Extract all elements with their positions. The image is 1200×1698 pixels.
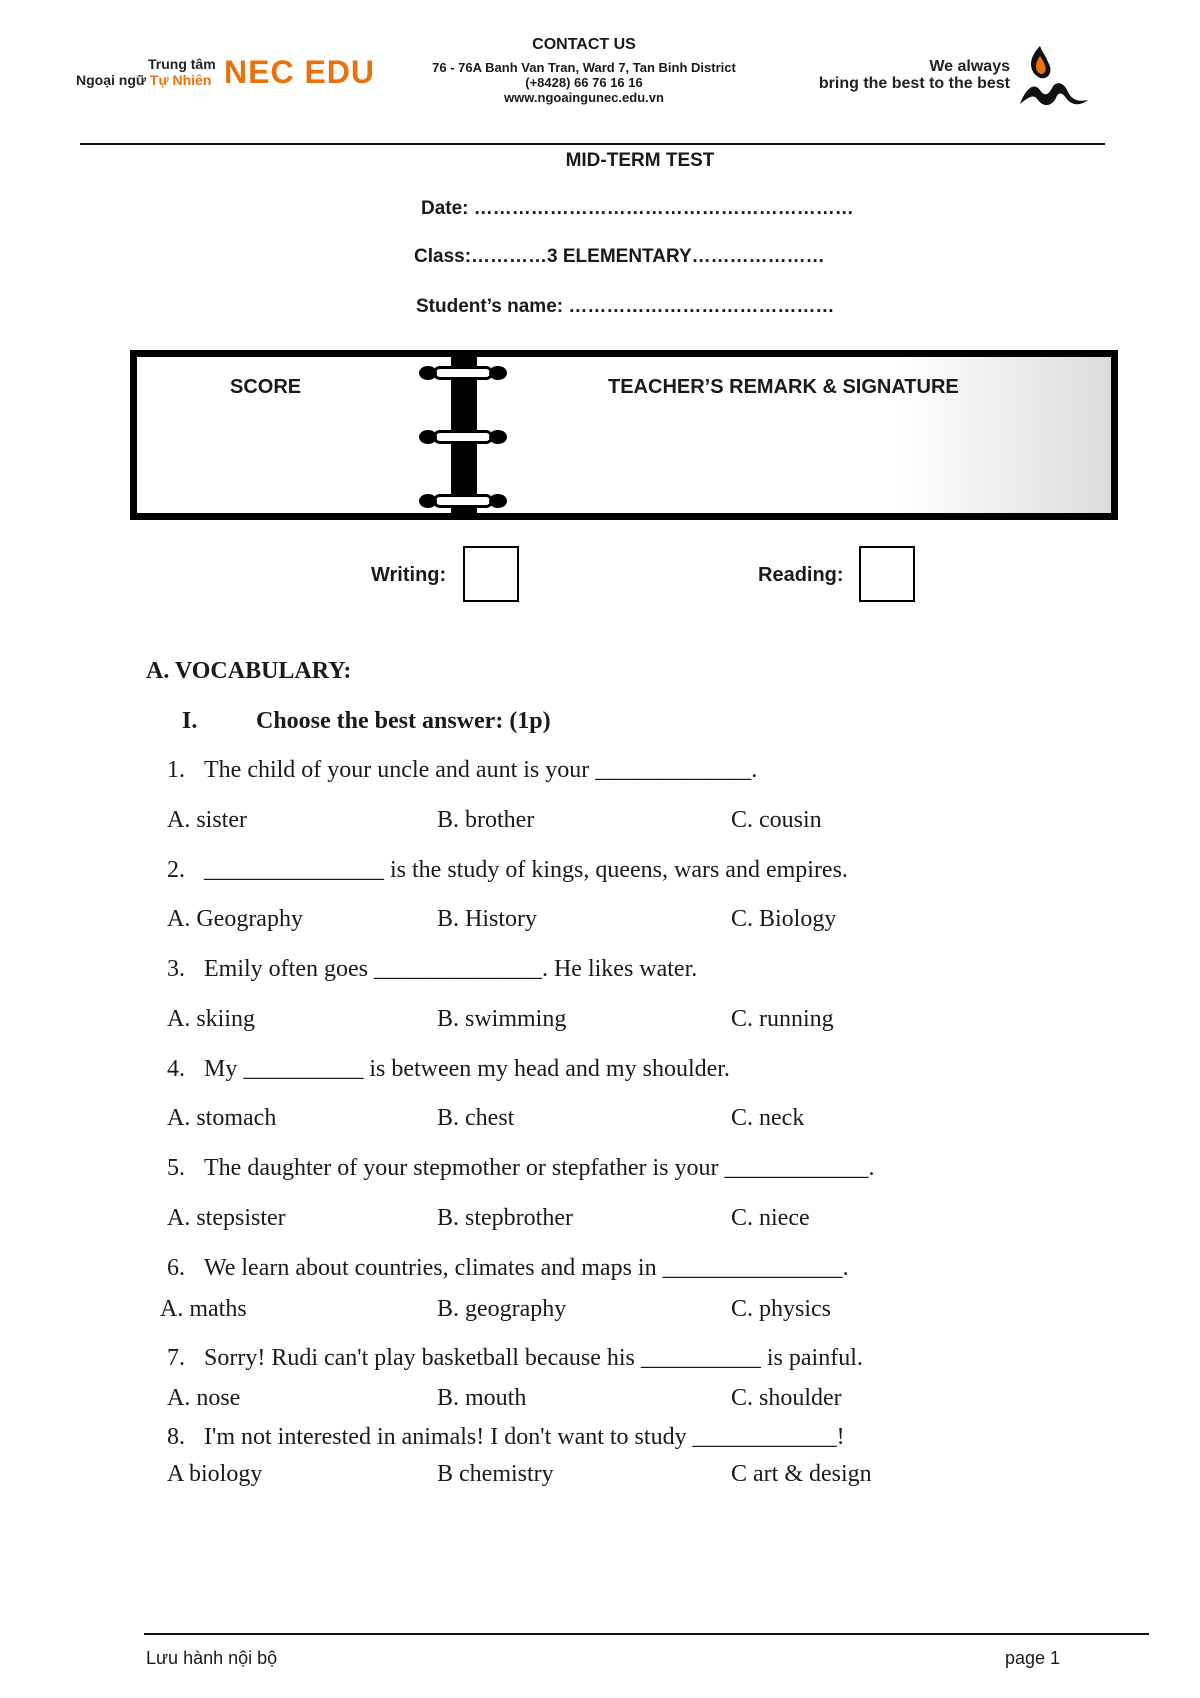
flame-logo-icon bbox=[1018, 42, 1090, 112]
brand-line1: Trung tâm bbox=[148, 56, 216, 72]
brand-line2 bbox=[76, 72, 211, 88]
binder-knob-right-3 bbox=[489, 494, 507, 508]
date-line: Date: …………………………………………………… bbox=[421, 198, 854, 219]
option-c[interactable]: C. physics bbox=[731, 1296, 832, 1322]
brand-name: NEC EDU bbox=[224, 54, 376, 90]
contact-title: CONTACT US bbox=[532, 36, 636, 53]
question-text: We learn about countries, climates and maps in _______________. bbox=[204, 1255, 849, 1281]
contact-address: 76 - 76A Banh Van Tran, Ward 7, Tan Binh District bbox=[432, 60, 736, 75]
option-b[interactable]: B. geography bbox=[437, 1296, 567, 1322]
contact-website: www.ngoaingunec.edu.vn bbox=[504, 90, 664, 105]
question-number: 2. bbox=[167, 857, 185, 883]
option-b[interactable]: B. stepbrother bbox=[437, 1205, 573, 1231]
part-number: I. bbox=[182, 708, 198, 734]
option-c[interactable]: C. niece bbox=[731, 1205, 810, 1231]
option-a[interactable]: A biology bbox=[167, 1461, 263, 1487]
contact-phone: (+8428) 66 76 16 16 bbox=[525, 75, 643, 90]
option-b[interactable]: B chemistry bbox=[437, 1461, 554, 1487]
question-text: The daughter of your stepmother or stepfather is your ____________. bbox=[204, 1155, 875, 1181]
question-number: 6. bbox=[167, 1255, 185, 1281]
brand-line2-prefix: Ngoại ngữ bbox=[76, 72, 147, 88]
score-label: SCORE bbox=[230, 376, 302, 398]
test-title: MID-TERM TEST bbox=[565, 150, 715, 171]
class-line: Class:…………3 ELEMENTARY………………… bbox=[414, 246, 825, 267]
option-c[interactable]: C. Biology bbox=[731, 906, 837, 932]
reading-score-box[interactable] bbox=[859, 546, 915, 602]
footer-left: Lưu hành nội bộ bbox=[146, 1648, 278, 1668]
question-number: 4. bbox=[167, 1056, 185, 1082]
binder-knob-left-2 bbox=[419, 430, 437, 444]
question-text: _______________ is the study of kings, queens, wars and empires. bbox=[204, 857, 848, 883]
part-title: Choose the best answer: (1p) bbox=[256, 708, 551, 734]
brand-logo bbox=[76, 52, 376, 102]
slogan-line1: We always bbox=[929, 58, 1010, 75]
writing-score-box[interactable] bbox=[463, 546, 519, 602]
question-text: Emily often goes ______________. He likes water. bbox=[204, 956, 698, 982]
question-number: 8. bbox=[167, 1424, 185, 1450]
question-number: 1. bbox=[167, 757, 185, 783]
option-b[interactable]: B. brother bbox=[437, 807, 535, 833]
slogan bbox=[780, 58, 1010, 92]
binder-knob-right-1 bbox=[489, 366, 507, 380]
section-title: A. VOCABULARY: bbox=[146, 658, 352, 684]
option-b[interactable]: B. mouth bbox=[437, 1385, 527, 1411]
option-b[interactable]: B. History bbox=[437, 906, 538, 932]
brand-line2-highlight: Tự Nhiên bbox=[149, 72, 212, 88]
question-text: Sorry! Rudi can't play basketball because his __________ is painful. bbox=[204, 1345, 863, 1371]
binder-ring-1 bbox=[433, 366, 493, 380]
option-a[interactable]: A. skiing bbox=[167, 1006, 256, 1032]
question-text: I'm not interested in animals! I don't want to study ____________! bbox=[204, 1424, 845, 1450]
option-c[interactable]: C. cousin bbox=[731, 807, 822, 833]
question-number: 3. bbox=[167, 956, 185, 982]
option-a[interactable]: A. stepsister bbox=[167, 1205, 286, 1231]
option-a[interactable]: A. stomach bbox=[167, 1105, 277, 1131]
reading-label: Reading: bbox=[758, 564, 844, 586]
question-text: My __________ is between my head and my shoulder. bbox=[204, 1056, 730, 1082]
student-name-line: Student’s name: …………………………………… bbox=[416, 296, 835, 317]
option-a[interactable]: A. Geography bbox=[167, 906, 303, 932]
option-c[interactable]: C. neck bbox=[731, 1105, 805, 1131]
remark-label: TEACHER’S REMARK & SIGNATURE bbox=[608, 376, 959, 398]
binder-knob-left-3 bbox=[419, 494, 437, 508]
header-divider bbox=[80, 143, 1105, 145]
option-a[interactable]: A. nose bbox=[167, 1385, 241, 1411]
option-a[interactable]: A. sister bbox=[167, 807, 247, 833]
slogan-line2: bring the best to the best bbox=[818, 75, 1010, 92]
option-b[interactable]: B. swimming bbox=[437, 1006, 567, 1032]
contact-block bbox=[384, 36, 784, 105]
question-number: 5. bbox=[167, 1155, 185, 1181]
binder-knob-right-2 bbox=[489, 430, 507, 444]
question-number: 7. bbox=[167, 1345, 185, 1371]
question-text: The child of your uncle and aunt is your _____________. bbox=[204, 757, 758, 783]
option-a[interactable]: A. maths bbox=[160, 1296, 247, 1322]
option-c[interactable]: C. running bbox=[731, 1006, 834, 1032]
binder-ring-2 bbox=[433, 430, 493, 444]
option-c[interactable]: C. shoulder bbox=[731, 1385, 842, 1411]
writing-label: Writing: bbox=[371, 564, 447, 586]
binder-ring-3 bbox=[433, 494, 493, 508]
option-b[interactable]: B. chest bbox=[437, 1105, 515, 1131]
binder-knob-left-1 bbox=[419, 366, 437, 380]
option-c[interactable]: C art & design bbox=[731, 1461, 872, 1487]
footer-divider bbox=[144, 1633, 1149, 1635]
page-number: page 1 bbox=[1005, 1648, 1061, 1668]
